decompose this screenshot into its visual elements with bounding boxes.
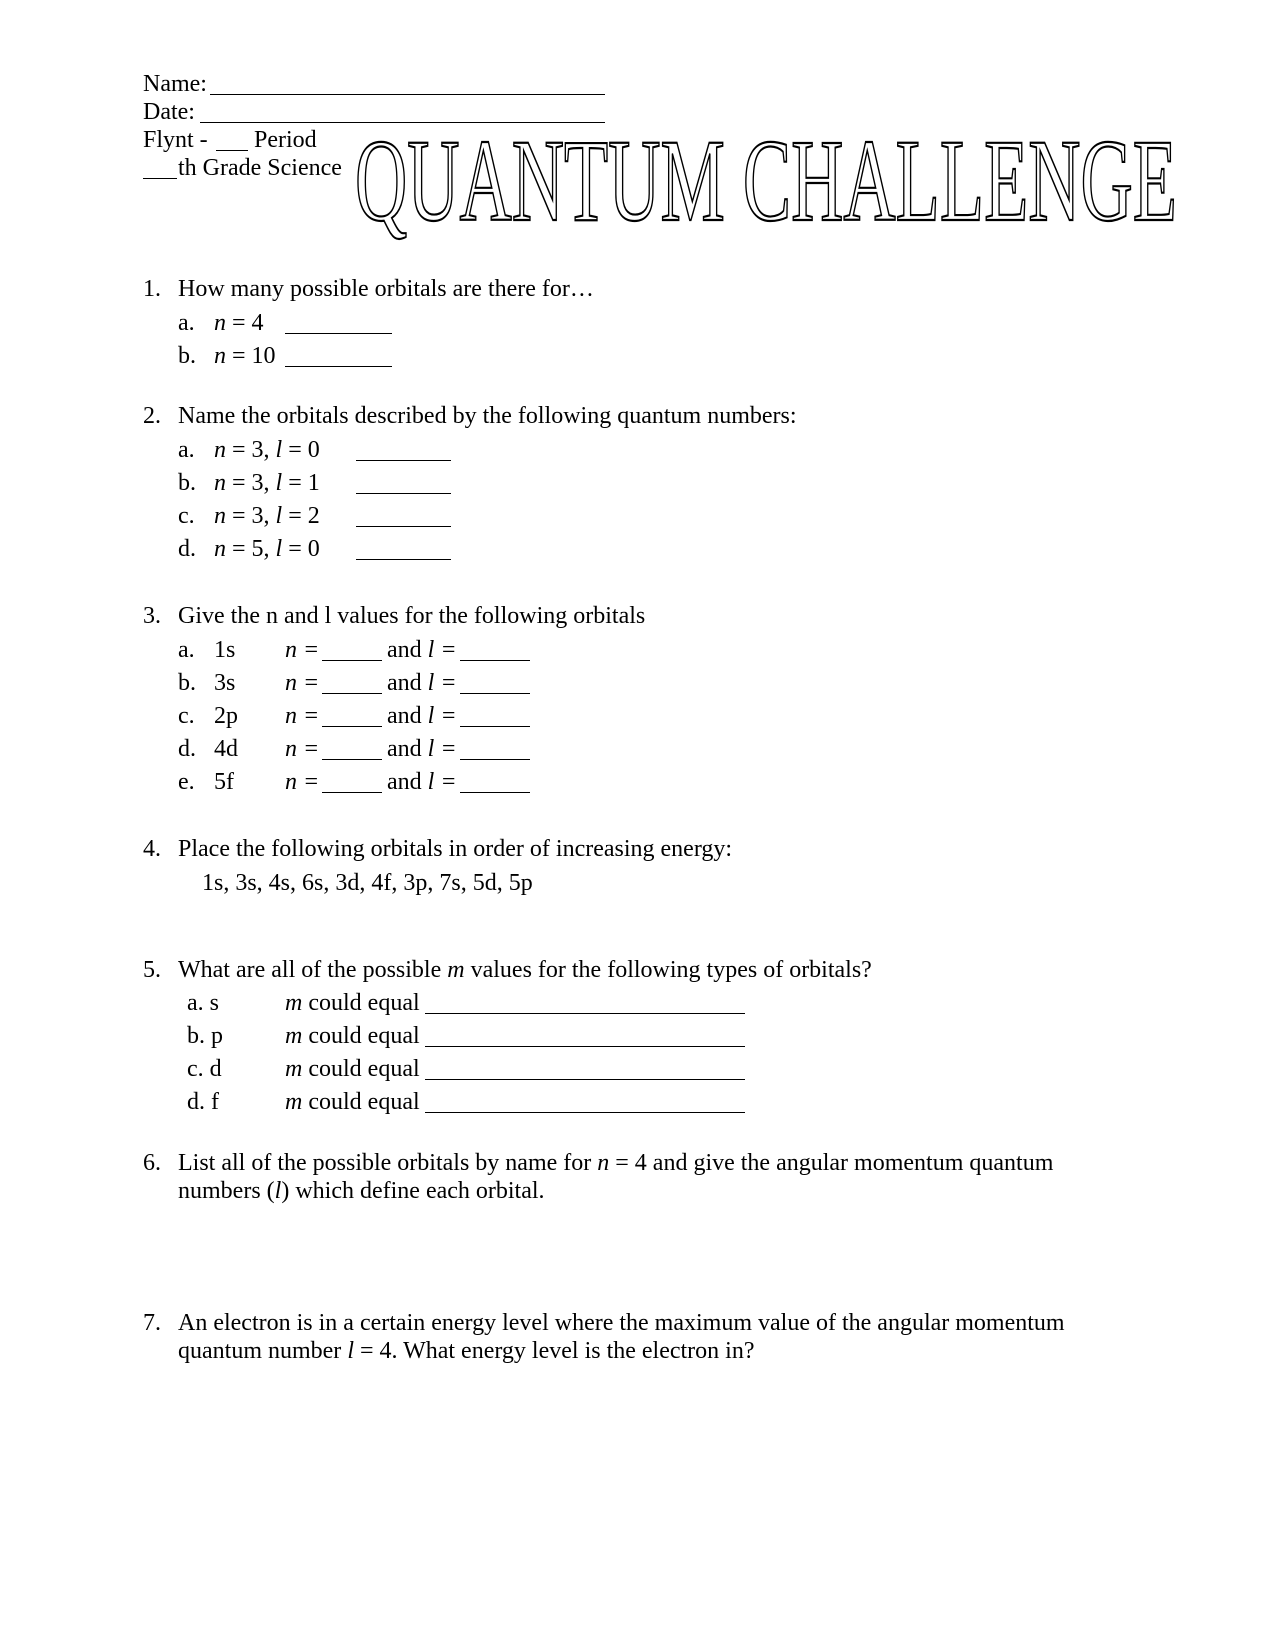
q2-text: Name the orbitals described by the following quantum numbers: (178, 403, 797, 429)
q5d-letter (187, 1088, 219, 1116)
q6-line2-var: l (274, 1178, 282, 1204)
q3c-n-label (285, 702, 319, 730)
q2b-l-val: = 1 (288, 470, 320, 496)
q2d-n: n (214, 536, 226, 562)
q3e-n-text: n = (285, 769, 320, 795)
quantum-challenge-title (0, 0, 1275, 260)
q2d-letter: d. (178, 536, 196, 562)
q5d-letter-text: d. (187, 1089, 205, 1115)
q3-number: 3. (143, 603, 161, 629)
q3b-n-blank[interactable] (322, 671, 382, 694)
q3d-l-text: l = (427, 736, 457, 762)
q2-number: 2. (143, 403, 161, 429)
q2d-expr (214, 535, 320, 563)
q5b-answer-blank[interactable] (425, 1024, 745, 1047)
q1b-letter: b. (178, 343, 196, 369)
q2c-expr (214, 502, 320, 530)
q5d-label (285, 1088, 420, 1116)
q5a-could: could equal (308, 990, 420, 1016)
q3c-l-text: l = (427, 703, 457, 729)
q5a-answer-blank[interactable] (425, 991, 745, 1014)
q2a-expr (214, 436, 320, 464)
q7-line2-before: quantum number (178, 1338, 342, 1364)
q4-text: Place the following orbitals in order of increasing energy: (178, 836, 733, 862)
name-label-text: Name: (143, 71, 207, 97)
q3a-n-blank[interactable] (322, 638, 382, 661)
grade-label-text: th Grade Science (178, 155, 342, 181)
q5c-answer-blank[interactable] (425, 1057, 745, 1080)
q6-number: 6. (143, 1150, 161, 1176)
q5a-label (285, 989, 420, 1017)
q7-number: 7. (143, 1310, 161, 1336)
q5-text-after: values for the following types of orbitals? (470, 957, 872, 983)
q2c-letter: c. (178, 503, 195, 529)
q2b-n: n (214, 470, 226, 496)
q1a-val: = 4 (232, 310, 264, 336)
q2d-n-val: = 5, (232, 536, 270, 562)
q3a-letter: a. (178, 637, 195, 663)
q1-number: 1. (143, 276, 161, 302)
q2c-n-val: = 3, (232, 503, 270, 529)
q3c-and-text: and (387, 703, 422, 729)
q5a-letter (187, 989, 219, 1017)
q5d-type: f (211, 1089, 219, 1115)
q5-text-before: What are all of the possible (178, 957, 442, 983)
q3b-n-text: n = (285, 670, 320, 696)
q7-line1: An electron is in a certain energy level where the maximum value of the angular momentum (178, 1310, 1065, 1336)
q5-number: 5. (143, 957, 161, 983)
q6-line1 (178, 1149, 1053, 1177)
q3a-and (387, 636, 457, 664)
q3b-and (387, 669, 457, 697)
q2b-expr (214, 469, 320, 497)
q5a-type: s (209, 990, 219, 1016)
q2a-n: n (214, 437, 226, 463)
q1b-answer-blank[interactable] (285, 344, 392, 367)
q3a-n-label (285, 636, 319, 664)
q3d-l-blank[interactable] (460, 737, 530, 760)
q5d-could: could equal (308, 1089, 420, 1115)
q3d-letter: d. (178, 736, 196, 762)
q3-text: Give the n and l values for the following orbitals (178, 603, 646, 629)
q3a-l-text: l = (427, 637, 457, 663)
q3c-l-blank[interactable] (460, 704, 530, 727)
q2a-answer-blank[interactable] (356, 438, 451, 461)
q5b-label (285, 1022, 420, 1050)
q5c-could: could equal (308, 1056, 420, 1082)
q3c-n-blank[interactable] (322, 704, 382, 727)
q5a-letter-text: a. (187, 990, 204, 1016)
q6-line2-after: ) which define each orbital. (281, 1178, 545, 1204)
q3b-n-label (285, 669, 319, 697)
q2a-n-val: = 3, (232, 437, 270, 463)
q3b-and-text: and (387, 670, 422, 696)
q2a-l-val: = 0 (288, 437, 320, 463)
q2d-l: l (275, 536, 283, 562)
q2c-l: l (275, 503, 283, 529)
q1b-var: n (214, 343, 226, 369)
q2b-l: l (275, 470, 283, 496)
q3e-letter: e. (178, 769, 195, 795)
q2b-answer-blank[interactable] (356, 471, 451, 494)
title-text: QUANTUM CHALLENGE (355, 115, 1177, 246)
q6-line2 (178, 1177, 545, 1205)
q3c-letter: c. (178, 703, 195, 729)
period-label-text: Period (254, 127, 317, 153)
q2c-n: n (214, 503, 226, 529)
q2d-l-val: = 0 (288, 536, 320, 562)
q3d-n-label (285, 735, 319, 763)
q1a-letter: a. (178, 310, 195, 336)
q3a-orbital: 1s (214, 637, 236, 663)
q5-text (178, 956, 872, 984)
q5c-type: d (209, 1056, 222, 1082)
q5c-m: m (285, 1056, 303, 1082)
q3c-and (387, 702, 457, 730)
q5c-label (285, 1055, 420, 1083)
q3e-l-text: l = (427, 769, 457, 795)
q5d-m: m (285, 1089, 303, 1115)
q3e-and (387, 768, 457, 796)
q6-line2-before: numbers ( (178, 1178, 275, 1204)
q5-text-var: m (447, 957, 465, 983)
q3a-l-blank[interactable] (460, 638, 530, 661)
q7-line2-var: l (347, 1338, 354, 1364)
q2b-letter: b. (178, 470, 196, 496)
date-label-text: Date: (143, 99, 195, 125)
flynt-label-text: Flynt - (143, 127, 208, 153)
q3b-l-text: l = (427, 670, 457, 696)
q4-orbital-list: 1s, 3s, 4s, 6s, 3d, 4f, 3p, 7s, 5d, 5p (202, 870, 533, 896)
q3d-orbital: 4d (214, 736, 238, 762)
q2a-letter: a. (178, 437, 195, 463)
q1b-val: = 10 (232, 343, 276, 369)
q5b-m: m (285, 1023, 303, 1049)
q3c-n-text: n = (285, 703, 320, 729)
q5b-type: p (211, 1023, 223, 1049)
q3e-n-blank[interactable] (322, 770, 382, 793)
q5b-letter (187, 1022, 223, 1050)
q5c-letter (187, 1055, 222, 1083)
q1b-expr (214, 342, 276, 370)
q1a-var: n (214, 310, 226, 336)
q6-line1-after: = 4 and give the angular momentum quantum (615, 1150, 1054, 1176)
q3e-orbital: 5f (214, 769, 234, 795)
q3b-orbital: 3s (214, 670, 236, 696)
q3d-n-text: n = (285, 736, 320, 762)
q5b-could: could equal (308, 1023, 420, 1049)
q3d-and (387, 735, 457, 763)
q5b-letter-text: b. (187, 1023, 205, 1049)
q1-text: How many possible orbitals are there for… (178, 276, 594, 302)
q3a-and-text: and (387, 637, 422, 663)
q7-line2-after: = 4. What energy level is the electron in? (359, 1338, 755, 1364)
q6-line1-var: n (597, 1150, 610, 1176)
q3e-l-blank[interactable] (460, 770, 530, 793)
q3d-and-text: and (387, 736, 422, 762)
q3c-orbital: 2p (214, 703, 238, 729)
q3a-n-text: n = (285, 637, 320, 663)
q5c-letter-text: c. (187, 1056, 204, 1082)
q2b-n-val: = 3, (232, 470, 270, 496)
q3e-n-label (285, 768, 319, 796)
q5a-m: m (285, 990, 303, 1016)
q1a-answer-blank[interactable] (285, 311, 392, 334)
q2d-answer-blank[interactable] (356, 537, 451, 560)
q3b-l-blank[interactable] (460, 671, 530, 694)
q3b-letter: b. (178, 670, 196, 696)
q7-line2 (178, 1337, 755, 1365)
q1a-expr (214, 309, 264, 337)
q5d-answer-blank[interactable] (425, 1090, 745, 1113)
q2a-l: l (275, 437, 283, 463)
q4-number: 4. (143, 836, 161, 862)
q6-line1-before: List all of the possible orbitals by name for (178, 1150, 592, 1176)
q2c-l-val: = 2 (288, 503, 320, 529)
q3e-and-text: and (387, 769, 422, 795)
q2c-answer-blank[interactable] (356, 504, 451, 527)
q3d-n-blank[interactable] (322, 737, 382, 760)
